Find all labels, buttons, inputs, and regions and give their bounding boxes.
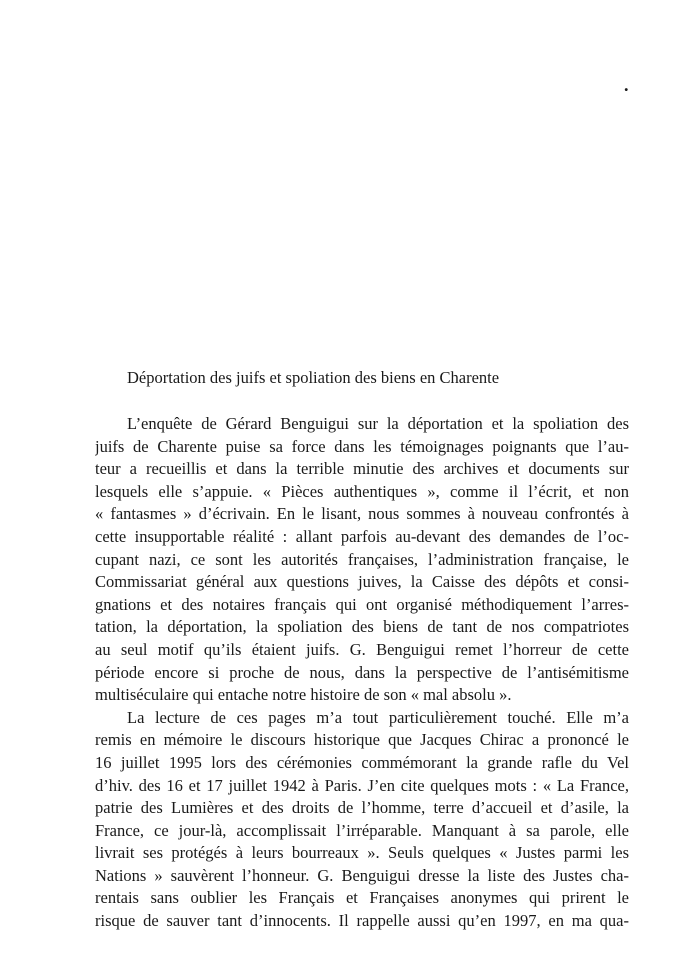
paragraph-2-line: La lecture de ces pages m’a tout particulièrement touché. Elle m’a — [127, 707, 629, 727]
paragraph-1-line: juifs de Charente puise sa force dans les témoignages poignants que l’au- — [95, 436, 629, 456]
page-mark: . — [624, 75, 629, 95]
paragraph-1-line: gnations et des notaires français qui ont organisé méthodiquement l’arres- — [95, 594, 629, 614]
paragraph-1-line: « fantasmes » d’écrivain. En le lisant, nous sommes à nouveau confrontés à — [95, 504, 629, 524]
paragraph-2-line: Nations » sauvèrent l’honneur. G. Benguigui dresse la liste des Justes cha- — [95, 865, 629, 885]
paragraph-2-line: livrait ses protégés à leurs bourreaux ». Seuls quelques « Justes parmi les — [95, 843, 629, 863]
paragraph-1-line: tation, la déportation, la spoliation des biens de tant de nos compatriotes — [95, 617, 629, 637]
paragraph-1-line: cette insupportable réalité : allant parfois au-devant des demandes de l’oc- — [95, 526, 629, 546]
paragraph-2-line: rentais sans oublier les Français et Françaises anonymes qui prirent le — [95, 888, 629, 908]
paragraph-2-line: remis en mémoire le discours historique que Jacques Chirac a prononcé le — [95, 730, 629, 750]
paragraph-1-line: lesquels elle s’appuie. « Pièces authentiques », comme il l’écrit, et non — [95, 481, 629, 501]
paragraph-2-line: risque de sauver tant d’innocents. Il rappelle aussi qu’en 1997, en ma qua- — [95, 911, 629, 931]
paragraph-1-line: L’enquête de Gérard Benguigui sur la déportation et la spoliation des — [127, 414, 629, 433]
paragraph-2-line: 16 juillet 1995 lors des cérémonies commémorant la grande rafle du Vel — [95, 752, 629, 772]
paragraph-1-line: au seul motif qu’ils étaient juifs. G. Benguigui remet l’horreur de cette — [95, 639, 629, 659]
paragraph-1-line: teur a recueillis et dans la terrible minutie des archives et documents sur — [95, 459, 629, 479]
body-text — [95, 413, 629, 933]
paragraph-1-line: Commissariat général aux questions juives, la Caisse des dépôts et consi- — [95, 572, 629, 592]
paragraph-1-line: cupant nazi, ce sont les autorités françaises, l’administration française, le — [95, 549, 629, 569]
paragraph-1-line: multiséculaire qui entache notre histoire de son « mal absolu ». — [95, 685, 512, 705]
paragraph-2-line: France, ce jour-là, accomplissait l’irréparable. Manquant à sa parole, elle — [95, 820, 629, 840]
paragraph-2-line: patrie des Lumières et des droits de l’homme, terre d’accueil et d’asile, la — [95, 798, 629, 818]
section-heading: Déportation des juifs et spoliation des biens en Charente — [127, 368, 500, 387]
paragraph-1-line: période encore si proche de nous, dans la perspective de l’antisémitisme — [95, 662, 629, 682]
paragraph-2-line: d’hiv. des 16 et 17 juillet 1942 à Paris. J’en cite quelques mots : « La France, — [95, 775, 629, 795]
